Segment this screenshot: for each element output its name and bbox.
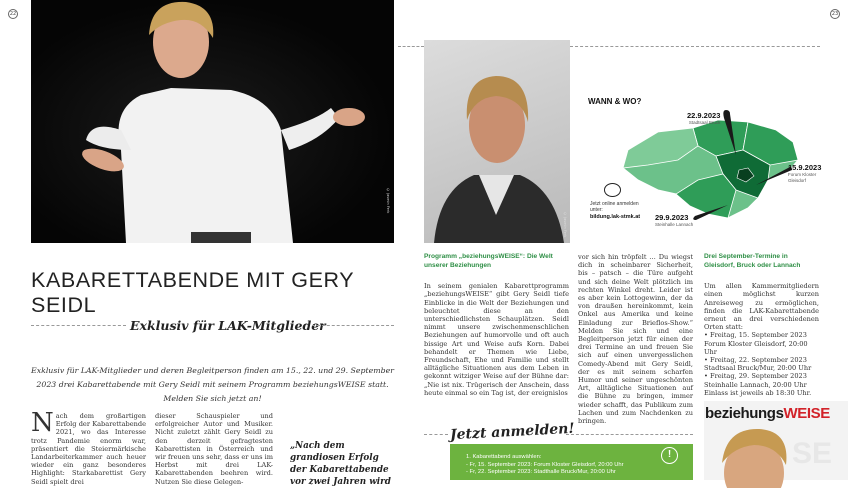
- page-number-left: 22: [9, 11, 17, 17]
- pin-label-lannach: 29.9.2023 Steinhalle Lannach: [655, 213, 694, 227]
- pin-gleisdorf-icon: [756, 167, 792, 185]
- pin-bruck-icon: [723, 110, 736, 155]
- column-3-heading: Programm „beziehungsWEISE“: Die Welt unserer Beziehungen: [424, 253, 553, 269]
- poster-portrait: [704, 423, 848, 480]
- chat-bubble-icon: [604, 183, 621, 197]
- list-item: • Freitag, 15. September 2023 Forum Kloster Gleisdorf, 20:00 Uhr: [704, 331, 808, 356]
- portrait-figure: [424, 40, 570, 243]
- list-item: • Freitag, 29. September 2023 Steinhalle Lannach, 20:00 Uhr: [704, 372, 807, 389]
- show-poster: [704, 401, 848, 480]
- hero-photo: [31, 0, 394, 243]
- pin-label-bruck: 22.9.2023 Stadtsaal Bruck: [687, 111, 721, 125]
- column-1: Nach dem großartigen Erfolg der Kabarettabende 2021, wo das Interesse trotz Pandemie enorm war, präsentiert die Steiermärkische Landarbeiterkammer auch heuer wieder ein ganz besonderes Highlight: Starkabarettist Gery Seidl spielt drei: [31, 408, 146, 486]
- page-number-right: 23: [831, 11, 839, 17]
- intro-text: Exklusiv für LAK-Mitglieder und deren Begleitperson finden am 15., 22. und 29. September 2023 drei Kabarettabende mit Gery Seidl mit seinem Programm beziehungsWEISE statt. Melden Sie sich jetzt an!: [31, 366, 394, 403]
- signup-heading: Jetzt anmelden!: [449, 420, 575, 444]
- signup-rule-left: [424, 434, 448, 435]
- online-signup-note: Jetzt online anmelden unter: bildung.lak-stmk.at: [590, 201, 650, 220]
- drop-cap: N: [31, 408, 54, 438]
- portrait-photo: [424, 40, 570, 243]
- pin-lannach-icon: [693, 205, 728, 220]
- photo-credit: © Jasmin Ferk: [386, 187, 390, 213]
- dates-list: [704, 331, 819, 388]
- poster-brand: beziehungsWEISE: [705, 405, 830, 422]
- subtitle-rule-right: [312, 325, 394, 326]
- map-heading: WANN & WO?: [588, 97, 642, 106]
- signup-rule-right: [566, 434, 693, 435]
- column-4: vor sich hin tröpfelt … Du wiegst dich in scheinbarer Sicherheit, bis – patsch – die Türe aufgeht und sich deine Welt plötzlich im rechten Winkel dreht. Leider ist es aber kein Lottogewinn, der da von draußen hereinkommt, kein Onkel aus Amerika und keine Einladung zur Brieflos-Show.“ Melden Sie sich und eine Begleitperson jetzt für einen der drei Termine an und freuen Sie sich auf einen unvergesslichen Comedy-Abend mit Gery Seidl, der es mit seinem scharfen Humor und seiner ungeschönten Art, alltägliche Situationen auf die Bühne zu bringen, immer wieder schafft, das Publikum zum Lachen und zum Nachdenken zu bringen.: [578, 253, 693, 426]
- column-3: Programm „beziehungsWEISE“: Die Welt unserer Beziehungen In seinem genialen Kabarettprogramm „beziehungsWEISE“ gibt Gery Seidl tiefe Einblicke in die Welt der Beziehungen und beleuchtet diese an den unterschiedlichsten Schauplätzen. Seidl nimmt unsere zwischenmenschlichen Beziehungen auf humorvolle und oft auch bissige Art und Weise aufs Korn. Dabei behandelt er Themen wie Liebe, Freundschaft, Ehe und Familie und stellt alltägliche Situationen aus dem Leben in gekonnt witziger Weise auf der Bühne dar: „Nie ist nix. Trügerisch der Anschein, dass heute einmal so ein Tag ist, der ereignislos: [424, 253, 569, 397]
- top-rule-left: [398, 46, 424, 47]
- top-rule-right: [570, 46, 820, 47]
- online-url-link[interactable]: bildung.lak-stmk.at: [590, 213, 641, 220]
- portrait-credit: © Jasmin Ferk: [563, 211, 567, 237]
- alert-icon: !: [661, 447, 678, 464]
- performer-figure: [31, 0, 394, 243]
- signup-box: 1. Kabarettabend auswählen: - Fr, 15. September 2023: Forum Kloster Gleisdorf, 20:00 Uhr - Fr, 22. September 2023: Stadthalle Bruck/Mur, 20:00 Uhr !: [450, 444, 693, 480]
- svg-text:SE: SE: [792, 437, 833, 470]
- subtitle: Exklusiv für LAK-Mitglieder: [130, 318, 326, 333]
- pull-quote: „Nach dem grandiosen Erfolg der Kabarettabende vor zwei Jahren wird: [290, 441, 391, 487]
- page-title: KABARETTABENDE MIT GERY SEIDL: [31, 268, 354, 317]
- pin-label-gleisdorf: 15.9.2023 Forum Kloster Gleisdorf: [788, 163, 822, 183]
- list-item: • Freitag, 22. September 2023 Stadtsaal Bruck/Mur, 20:00 Uhr: [704, 356, 812, 373]
- column-2: dieser Schauspieler und erfolgreicher Autor und Musiker. Nicht zuletzt zählt Gery Seidl zu den derzeit gefragtesten Kabarettisten in Österreich und wir freuen uns sehr, dass er uns im Herbst mit drei LAK-Kabarettabenden beehren wird. Nutzen Sie diese Gelegen-: [155, 412, 273, 486]
- column-5: Drei September-Termine in Gleisdorf, Bruck oder Lannach Um allen Kammermitgliedern einen möglichst kurzen Anreiseweg zu ermöglichen, finden die LAK-Kabarettabende erneut an drei verschiedenen Orten statt: • Freitag, 15. September 2023 Forum Kloster Gleisdorf, 20:00 Uhr • Freitag, 22. September 2023 Stadtsaal Bruck/Mur, 20:00 Uhr • Freitag, 29. September 2023 Steinhalle Lannach, 20:00 Uhr Einlass ist jeweils ab 18:30 Uhr.: [704, 253, 819, 397]
- column-5-heading: Drei September-Termine in Gleisdorf, Bruck oder Lannach: [704, 253, 801, 269]
- subtitle-rule-left: [31, 325, 126, 326]
